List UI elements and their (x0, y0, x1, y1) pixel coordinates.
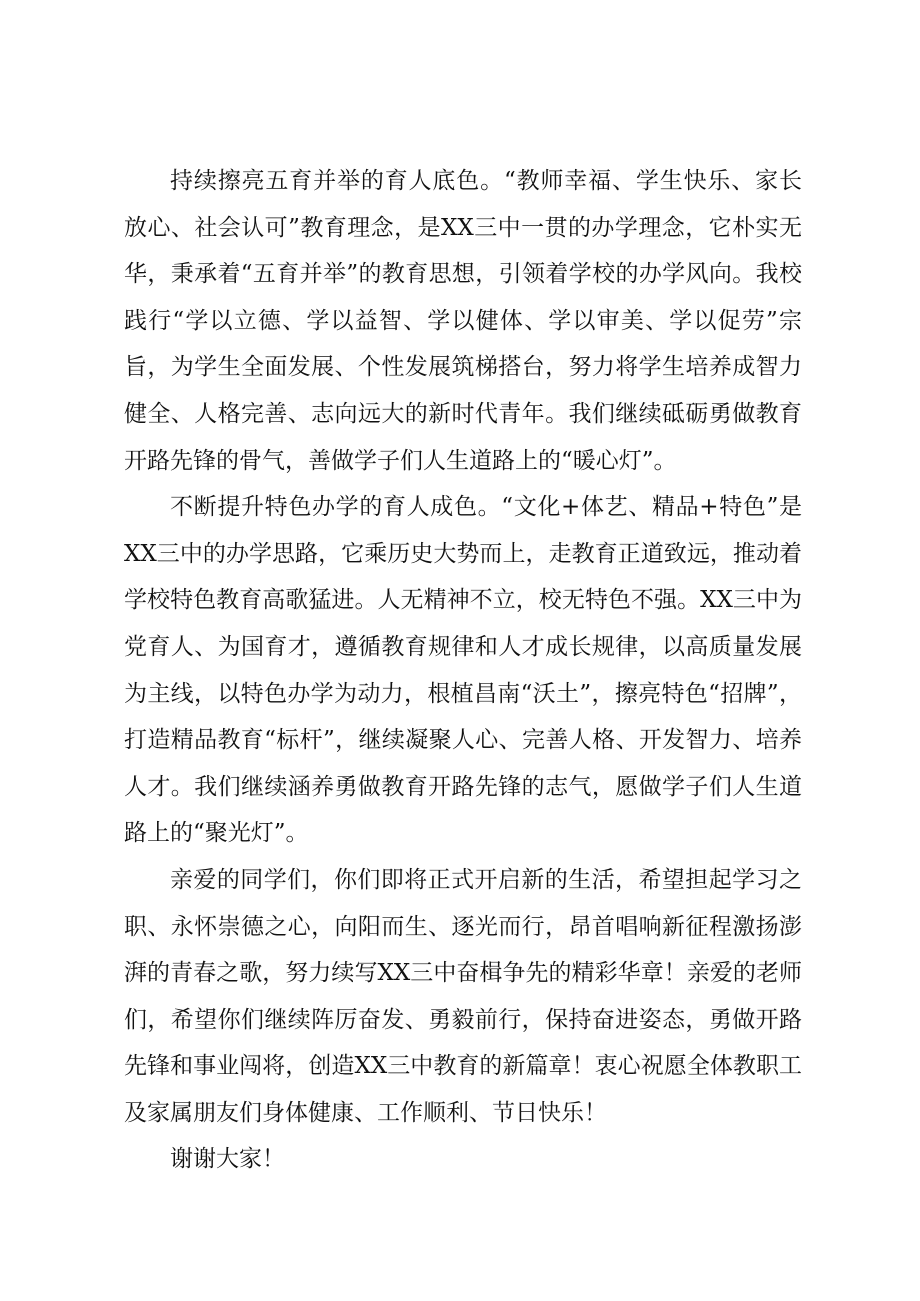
document-body (124, 158, 802, 1183)
paragraph-zhuyuan: 亲爱的同学们，你们即将正式开启新的生活，希望担起学习之职、永怀崇德之心，向阳而生、逐光而行，昂首唱响新征程激扬澎湃的青春之歌，努力续写XX三中奋楫争先的精彩华章！亲爱的老师们，希望你们继续阵厉奋发、勇毅前行，保持奋进姿态，勇做开路先锋和事业闯将，创造XX三中教育的新篇章！衷心祝愿全体教职工及家属朋友们身体健康、工作顺利、节日快乐！ (124, 866, 802, 1126)
paragraph-tese: 不断提升特色办学的育人成色。“文化+体艺、精品+特色”是XX三中的办学思路，它乘历史大势而上，走教育正道致远，推动着学校特色教育高歌猛进。人无精神不立，校无特色不强。XX三中为党育人、为国育才，遵循教育规律和人才成长规律，以高质量发展为主线，以特色办学为动力，根植昌南“沃土”，擦亮特色“招牌”，打造精品教育“标杆”，继续凝聚人心、完善人格、开发智力、培养人才。我们继续涵养勇做教育开路先锋的志气，愿做学子们人生道路上的“聚光灯”。 (124, 494, 802, 847)
paragraph-thanks: 谢谢大家！ (170, 1146, 285, 1173)
paragraph-wuyu: 持续擦亮五育并举的育人底色。“教师幸福、学生快乐、家长放心、社会认可”教育理念，是XX三中一贯的办学理念，它朴实无华，秉承着“五育并举”的教育思想，引领着学校的办学风向。我校践行“学以立德、学以益智、学以健体、学以审美、学以促劳”宗旨，为学生全面发展、个性发展筑梯搭台，努力将学生培养成智力健全、人格完善、志向远大的新时代青年。我们继续砥砺勇做教育开路先锋的骨气，善做学子们人生道路上的“暖心灯”。 (124, 168, 802, 474)
